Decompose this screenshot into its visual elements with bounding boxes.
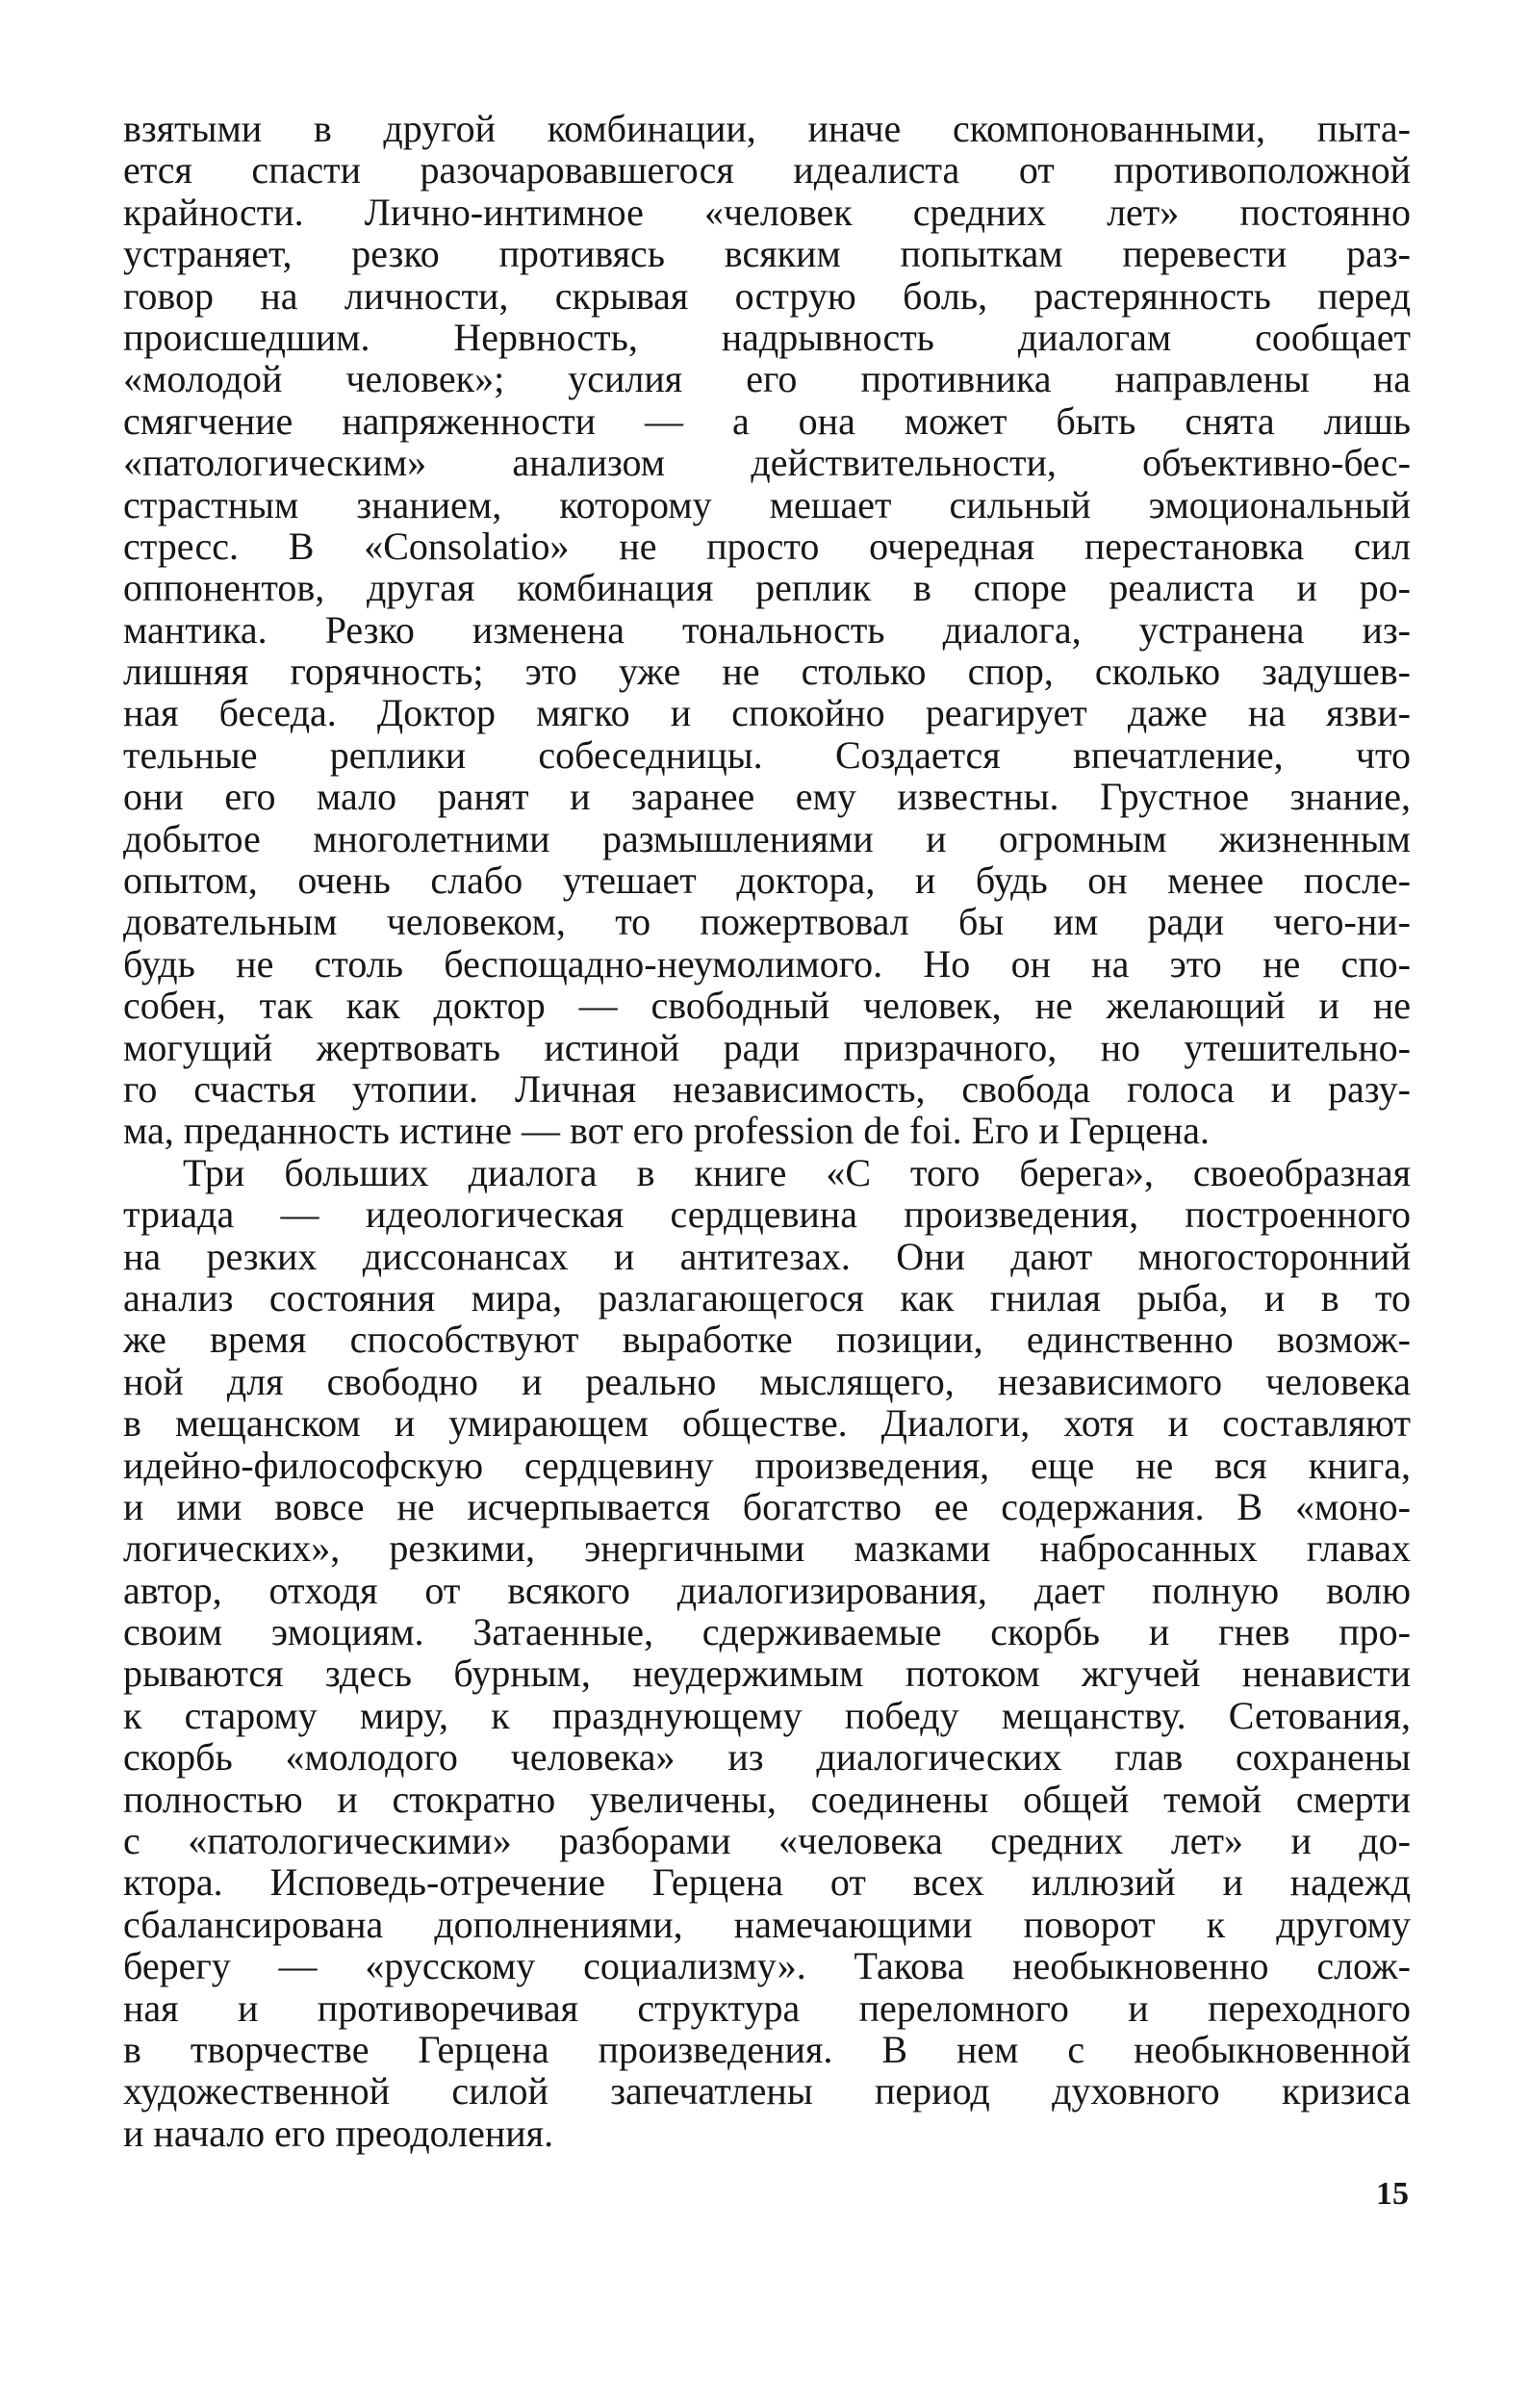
text-line: ктора. Исповедь-отречение Герцена от всех иллюзий и надежд	[123, 1860, 1411, 1905]
text-line: на резких диссонансах и антитезах. Они дают многосторонний	[123, 1234, 1411, 1278]
text-line: и ими вовсе не исчерпывается богатство ее содержания. В «моно-	[123, 1484, 1411, 1528]
text-line: и начало его преодоления.	[123, 2111, 554, 2155]
text-line: «патологическим» анализом действительности, объективно-бес-	[123, 441, 1411, 485]
text-line: берегу — «русскому социализму». Такова необыкновенно слож-	[123, 1944, 1411, 1988]
text-line: могущий жертвовать истиной ради призрачного, но утешительно-	[123, 1025, 1411, 1069]
text-line: устраняет, резко противясь всяким попыткам перевести раз-	[123, 232, 1411, 276]
text-line: ная и противоречивая структура переломного и переходного	[123, 1985, 1411, 2030]
text-line: опытом, очень слабо утешает доктора, и будь он менее после-	[123, 858, 1411, 903]
page-text	[123, 108, 1411, 2154]
text-line: тельные реплики собеседницы. Создается впечатление, что	[123, 732, 1411, 777]
text-line: будь не столь беспощадно-неумолимого. Но он на это не спо-	[123, 941, 1411, 986]
text-line: рываются здесь бурным, неудержимым потоком жгучей ненависти	[123, 1652, 1411, 1696]
text-line: художественной силой запечатлены период духовного кризиса	[123, 2069, 1411, 2113]
text-line: же время способствуют выработке позиции, единственно возмож-	[123, 1318, 1411, 1362]
text-line: полностью и стократно увеличены, соединены общей темой смерти	[123, 1777, 1411, 1821]
text-line: идейно-философскую сердцевину произведения, еще не вся книга,	[123, 1443, 1411, 1487]
text-line: скорбь «молодого человека» из диалогических глав сохранены	[123, 1735, 1411, 1780]
text-line: взятыми в другой комбинации, иначе скомпонованными, пыта-	[123, 107, 1411, 150]
text-line: смягчение напряженности — а она может быть снята лишь	[123, 398, 1411, 443]
text-line: стресс. В «Consolatio» не просто очередная перестановка сил	[123, 524, 1411, 568]
text-line: оппонентов, другая комбинация реплик в споре реалиста и ро-	[123, 566, 1411, 610]
text-line: сбалансирована дополнениями, намечающими поворот к другому	[123, 1902, 1411, 1946]
text-line: к старому миру, к празднующему победу мещанству. Сетования,	[123, 1693, 1411, 1737]
text-line: ной для свободно и реально мыслящего, независимого человека	[123, 1359, 1411, 1403]
text-line: логических», резкими, энергичными мазками набросанных главах	[123, 1526, 1411, 1571]
text-line: мантика. Резко изменена тональность диалога, устранена из-	[123, 607, 1411, 652]
text-line: происшедшим. Нервность, надрывность диалогам сообщает	[123, 315, 1411, 359]
text-line: крайности. Лично-интимное «человек средних лет» постоянно	[123, 190, 1411, 234]
text-line: ная беседа. Доктор мягко и спокойно реагирует даже на язви-	[123, 691, 1411, 735]
text-line: триада — идеологическая сердцевина произведения, построенного	[123, 1192, 1411, 1237]
text-line: в мещанском и умирающем обществе. Диалоги, хотя и составляют	[123, 1401, 1411, 1446]
text-line: «молодой человек»; усилия его противника направлены на	[123, 357, 1411, 401]
text-line: ма, преданность истине — вот его profession de foi. Его и Герцена.	[123, 1109, 1210, 1153]
text-line: го счастья утопии. Личная независимость, свобода голоса и разу-	[123, 1066, 1411, 1111]
text-line: они его мало ранят и заранее ему известны. Грустное знание,	[123, 775, 1411, 819]
text-line: анализ состояния мира, разлагающегося как гнилая рыба, и в то	[123, 1275, 1411, 1319]
text-line: ется спасти разочаровавшегося идеалиста от противоположной	[123, 148, 1411, 192]
text-line: добытое многолетними размышлениями и огромным жизненным	[123, 816, 1411, 860]
text-line: автор, отходя от всякого диалогизирования, дает полную волю	[123, 1568, 1411, 1612]
text-line: страстным знанием, которому мешает сильный эмоциональный	[123, 482, 1411, 526]
paragraph	[123, 1152, 1411, 2154]
text-line: в творчестве Герцена произведения. В нем с необыкновенной	[123, 2027, 1411, 2071]
page-number: 15	[1376, 2176, 1409, 2212]
text-line: своим эмоциям. Затаенные, сдерживаемые скорбь и гнев про-	[123, 1610, 1411, 1654]
text-line: с «патологическими» разборами «человека средних лет» и до-	[123, 1819, 1411, 1863]
text-line: говор на личности, скрывая острую боль, растерянность перед	[123, 273, 1411, 318]
text-line: собен, так как доктор — свободный человек, не желающий и не	[123, 984, 1411, 1028]
text-line: лишняя горячность; это уже не столько спор, сколько задушев-	[123, 650, 1411, 694]
text-line: Три больших диалога в книге «С того берега», своеобразная	[183, 1150, 1411, 1194]
paragraph	[123, 108, 1411, 1152]
text-line: довательным человеком, то пожертвовал бы им ради чего-ни-	[123, 900, 1411, 944]
